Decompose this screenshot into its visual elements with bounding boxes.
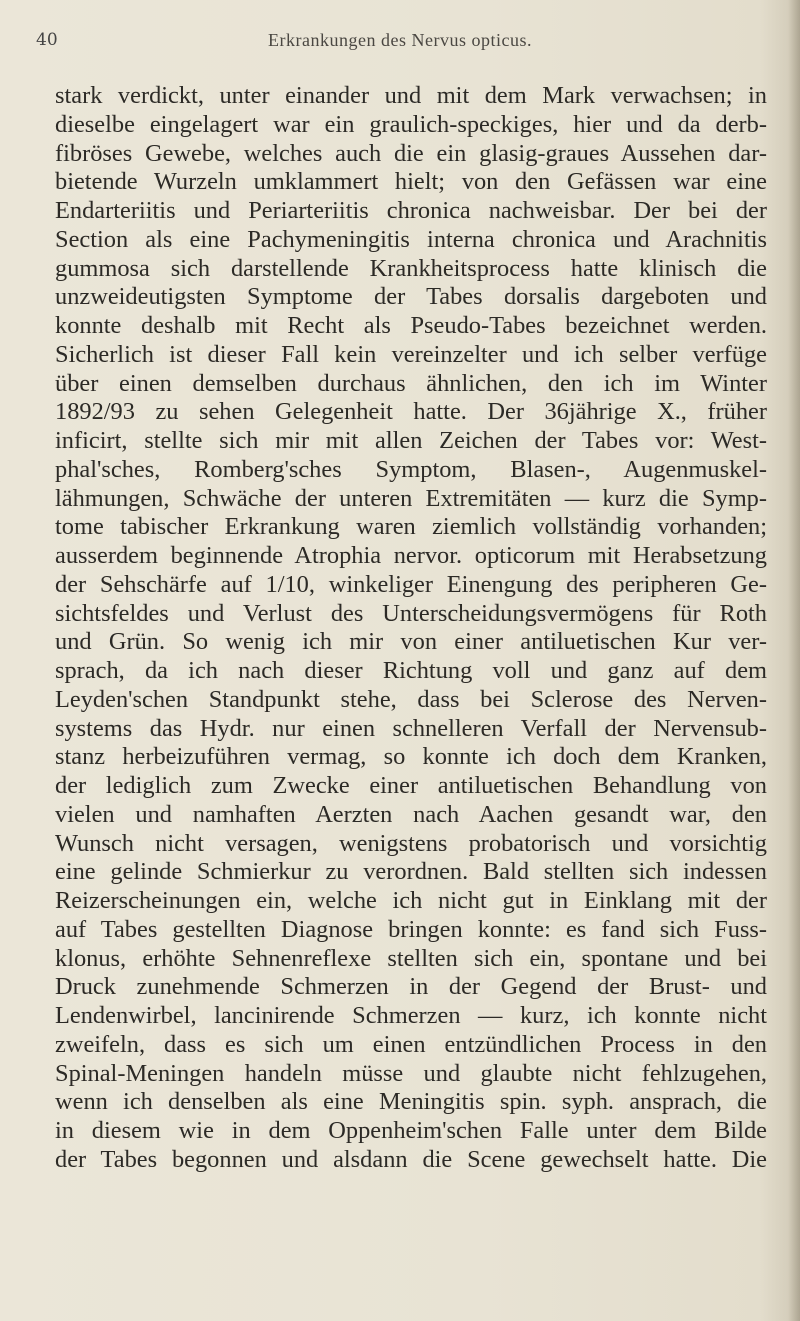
text-line: klonus, erhöhte Sehnenreflexe stellten sich ein, spontane und bei xyxy=(55,944,767,972)
text-line: Section als eine Pachymeningitis interna chronica und Arachnitis xyxy=(55,225,767,253)
running-head xyxy=(0,30,800,54)
text-line: Lendenwirbel, lancinirende Schmerzen — kurz, ich konnte nicht xyxy=(55,1002,767,1029)
page-edge-shadow xyxy=(788,0,800,1321)
text-line: wenn ich denselben als eine Meningitis spin. syph. ansprach, die xyxy=(55,1088,767,1116)
text-line: der lediglich zum Zwecke einer antiluetischen Behandlung von xyxy=(55,772,767,799)
text-line: lähmungen, Schwäche der unteren Extremitäten — kurz die Symp- xyxy=(55,484,767,512)
text-line: Wunsch nicht versagen, wenigstens probatorisch und vorsichtig xyxy=(55,829,767,857)
text-line: zweifeln, dass es sich um einen entzündlichen Process in den xyxy=(55,1030,767,1058)
text-line: in diesem wie in dem Oppenheim'schen Falle unter dem Bilde xyxy=(55,1117,767,1144)
text-line: der Sehschärfe auf 1/10, winkeliger Einengung des peripheren Ge- xyxy=(55,570,767,598)
text-line: stanz herbeizuführen vermag, so konnte ich doch dem Kranken, xyxy=(55,743,767,771)
text-line: der Tabes begonnen und alsdann die Scene gewechselt hatte. Die xyxy=(55,1145,767,1173)
text-line: und Grün. So wenig ich mir von einer antiluetischen Kur ver- xyxy=(55,628,767,656)
text-line: sprach, da ich nach dieser Richtung voll und ganz auf dem xyxy=(55,657,767,684)
text-line: dieselbe eingelagert war ein graulich-speckiges, hier und da derb- xyxy=(55,110,767,138)
text-line: über einen demselben durchaus ähnlichen, den ich im Winter xyxy=(55,369,767,397)
text-line: tome tabischer Erkrankung waren ziemlich vollständig vorhanden; xyxy=(55,513,767,541)
text-line: Endarteriitis und Periarteriitis chronica nachweisbar. Der bei der xyxy=(55,197,767,224)
text-line: Leyden'schen Standpunkt stehe, dass bei Sclerose des Nerven- xyxy=(55,685,767,713)
text-line: vielen und namhaften Aerzten nach Aachen gesandt war, den xyxy=(55,800,767,828)
text-line: konnte deshalb mit Recht als Pseudo-Tabes bezeichnet werden. xyxy=(55,312,767,339)
text-line: sichtsfeldes und Verlust des Unterscheidungsvermögens für Roth xyxy=(55,599,767,627)
page-number: 40 xyxy=(36,30,58,50)
text-line: eine gelinde Schmierkur zu verordnen. Bald stellten sich indessen xyxy=(55,858,767,886)
text-line: inficirt, stellte sich mir mit allen Zeichen der Tabes vor: West- xyxy=(55,427,767,454)
text-line: fibröses Gewebe, welches auch die ein glasig-graues Aussehen dar- xyxy=(55,139,767,167)
text-line: auf Tabes gestellten Diagnose bringen konnte: es fand sich Fuss- xyxy=(55,915,767,943)
body-text xyxy=(55,82,767,1175)
text-line: Reizerscheinungen ein, welche ich nicht gut in Einklang mit der xyxy=(55,887,767,914)
text-line: gummosa sich darstellende Krankheitsprocess hatte klinisch die xyxy=(55,254,767,282)
text-line: unzweideutigsten Symptome der Tabes dorsalis dargeboten und xyxy=(55,283,767,311)
text-line: bietende Wurzeln umklammert hielt; von den Gefässen war eine xyxy=(55,168,767,196)
text-line: stark verdickt, unter einander und mit dem Mark verwachsen; in xyxy=(55,82,767,109)
text-line: Spinal-Meningen handeln müsse und glaubte nicht fehlzugehen, xyxy=(55,1059,767,1087)
text-line: phal'sches, Romberg'sches Symptom, Blasen-, Augenmuskel- xyxy=(55,455,767,483)
chapter-title: Erkrankungen des Nervus opticus. xyxy=(268,30,532,50)
text-line: Sicherlich ist dieser Fall kein vereinzelter und ich selber verfüge xyxy=(55,340,767,368)
text-line: ausserdem beginnende Atrophia nervor. opticorum mit Herabsetzung xyxy=(55,542,767,569)
text-line: systems das Hydr. nur einen schnelleren Verfall der Nervensub- xyxy=(55,714,767,742)
text-line: 1892/93 zu sehen Gelegenheit hatte. Der 36jährige X., früher xyxy=(55,398,767,426)
text-line: Druck zunehmende Schmerzen in der Gegend der Brust- und xyxy=(55,973,767,1001)
